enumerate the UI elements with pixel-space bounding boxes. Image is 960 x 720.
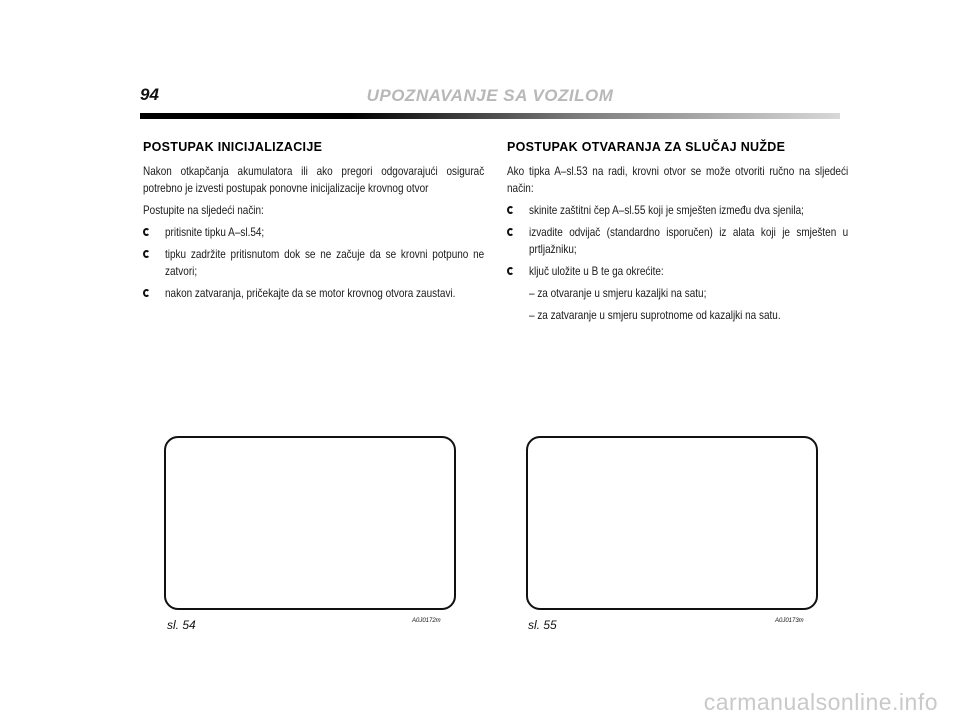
- right-column: [507, 140, 849, 329]
- bullet-list: [143, 224, 485, 302]
- list-item: izvadite odvijač (standardno isporučen) iz alata koji je smješten u prtljažniku;: [507, 224, 849, 258]
- figure-54-code: A0J0172m: [412, 618, 441, 624]
- list-item: pritisnite tipku A–sl.54;: [143, 224, 485, 241]
- figure-55-frame: [526, 436, 818, 610]
- bullet-icon: [143, 250, 150, 258]
- bullet-icon: [143, 228, 150, 236]
- intro-paragraph: Ako tipka A–sl.53 na radi, krovni otvor se može otvoriti ručno na sljedeći način:: [507, 165, 849, 195]
- intro-paragraph: Nakon otkapčanja akumulatora ili ako pregori odgovarajući osigurač potrebno je izvesti postupak ponovne inicijalizacije krovnog otvor: [143, 165, 485, 195]
- dash-item: – za otvaranje u smjeru kazaljki na satu;: [529, 287, 707, 300]
- list-item: tipku zadržite pritisnutom dok se ne začuje da se krovni potpuno ne zatvori;: [143, 246, 485, 280]
- dash-item: – za zatvaranje u smjeru suprotnome od kazaljki na satu.: [529, 309, 781, 322]
- bullet-icon: [507, 228, 514, 236]
- left-column: [143, 140, 485, 307]
- figure-55-label: sl. 55: [528, 618, 557, 632]
- bullet-icon: [143, 289, 150, 297]
- section-heading-initialization: POSTUPAK INICIJALIZACIJE: [143, 140, 323, 154]
- figure-55-code: A0J0173m: [775, 618, 804, 624]
- list-item: ključ uložite u B te ga okrećite:: [507, 263, 849, 280]
- figure-54-label: sl. 54: [167, 618, 196, 632]
- bullet-icon: [507, 206, 514, 214]
- bullet-list: [507, 202, 849, 280]
- list-item: nakon zatvaranja, pričekajte da se motor krovnog otvora zaustavi.: [143, 285, 485, 302]
- lead-paragraph: Postupite na sljedeći način:: [143, 204, 264, 217]
- section-heading-emergency: POSTUPAK OTVARANJA ZA SLUČAJ NUŽDE: [507, 140, 786, 154]
- page-header-title: UPOZNAVANJE SA VOZILOM: [366, 86, 614, 105]
- bullet-icon: [507, 267, 514, 275]
- header-rule: [140, 113, 840, 119]
- figure-54-frame: [164, 436, 456, 610]
- page-number: 94: [140, 85, 159, 104]
- list-item: skinite zaštitni čep A–sl.55 koji je smješten između dva sjenila;: [507, 202, 849, 219]
- watermark: carmanualsonline.info: [703, 689, 938, 715]
